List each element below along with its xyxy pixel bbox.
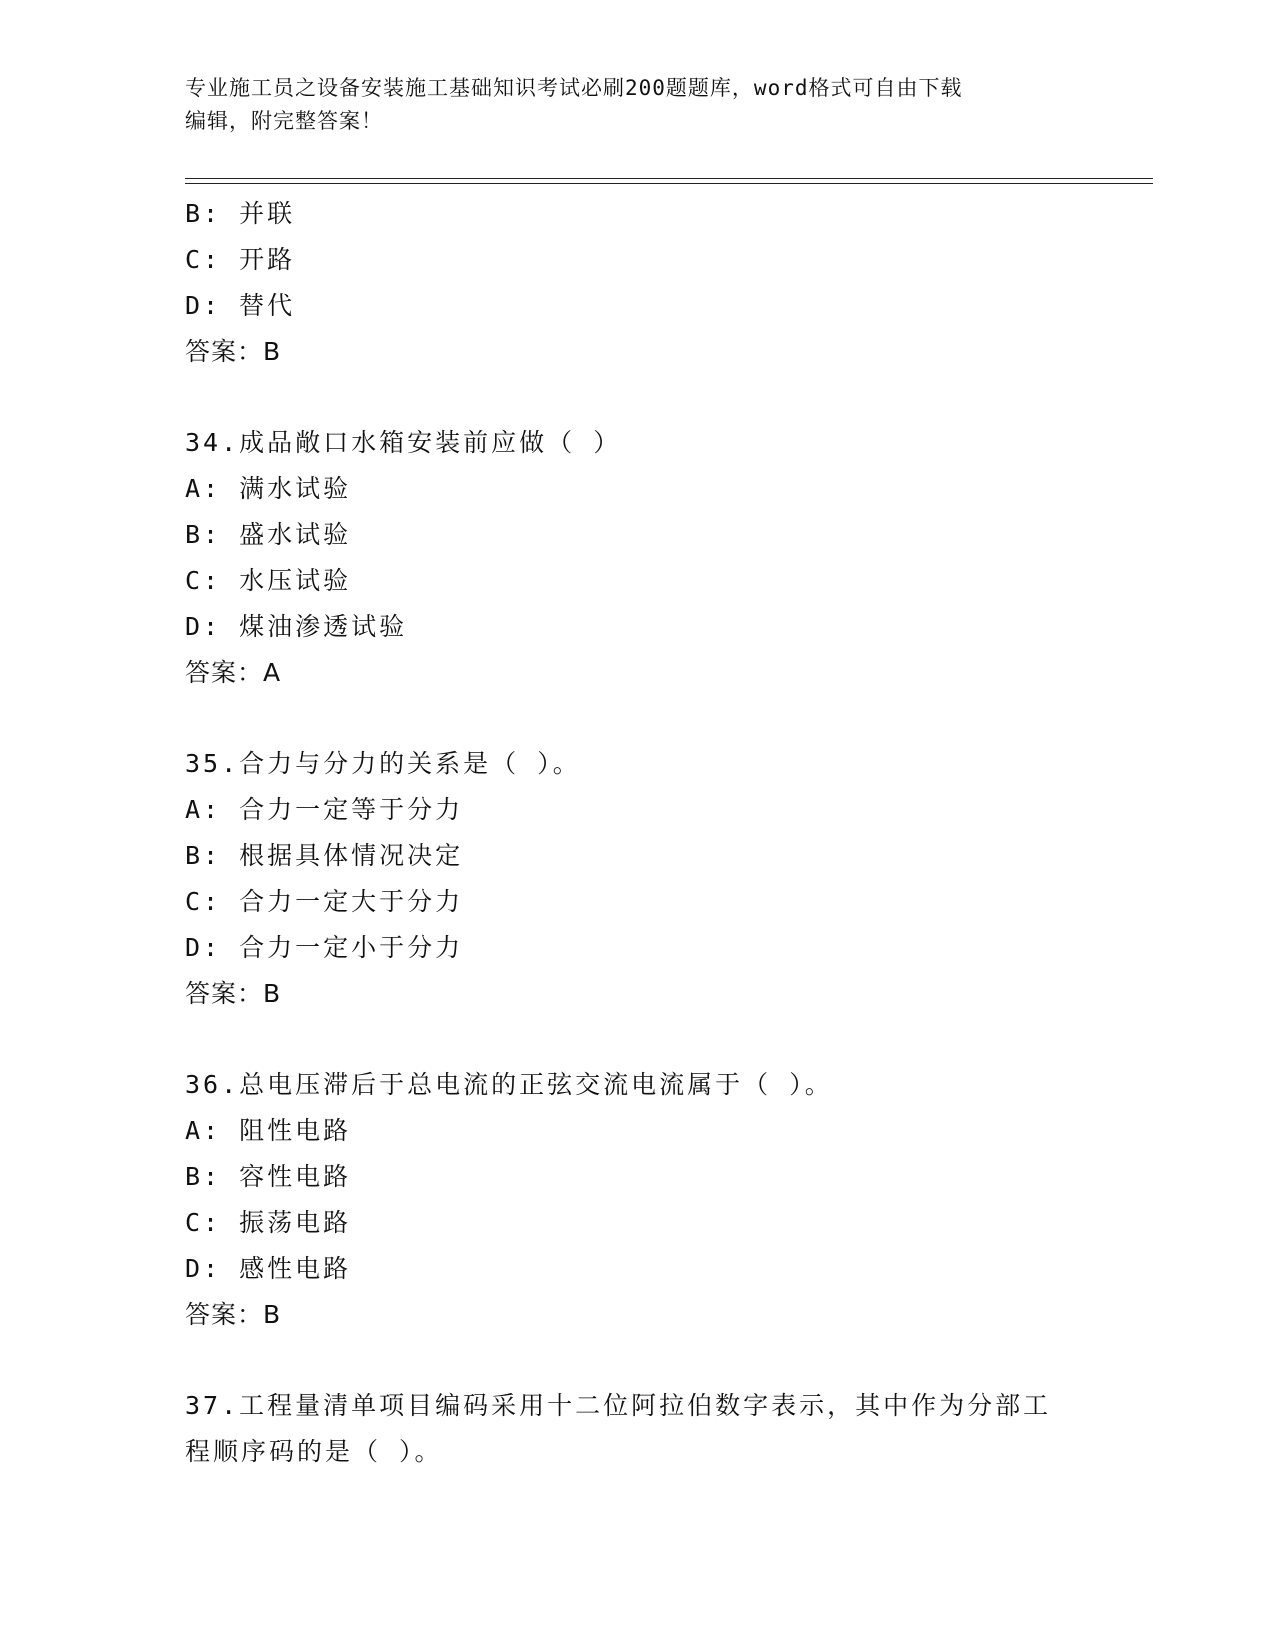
question-stem: 36.总电压滞后于总电流的正弦交流电流属于（ ）。 — [185, 1070, 833, 1099]
spacer — [185, 1338, 1085, 1383]
answer-line: 答案：B — [185, 1300, 282, 1329]
document-header — [185, 72, 1085, 138]
header-title-line-2: 编辑，附完整答案！ — [185, 109, 383, 133]
question-37 — [185, 1383, 1085, 1475]
option-b: B: 根据具体情况决定 — [185, 841, 464, 870]
option-a: A: 阻性电路 — [185, 1116, 352, 1145]
option-d: D: 煤油渗透试验 — [185, 612, 408, 641]
answer-line: 答案：B — [185, 337, 282, 366]
question-stem-line-1: 37.工程量清单项目编码采用十二位阿拉伯数字表示，其中作为分部工 — [185, 1391, 1052, 1420]
question-stem: 35.合力与分力的关系是（ ）。 — [185, 749, 581, 778]
question-list — [185, 191, 1085, 1475]
option-a: A: 合力一定等于分力 — [185, 795, 464, 824]
header-divider-top — [185, 178, 1153, 179]
spacer — [185, 1017, 1085, 1062]
option-c: C: 合力一定大于分力 — [185, 887, 464, 916]
question-stem-line-2: 程顺序码的是（ ）。 — [185, 1437, 443, 1466]
question-34 — [185, 420, 1085, 696]
spacer — [185, 696, 1085, 741]
answer-line: 答案：A — [185, 658, 282, 687]
question-36 — [185, 1062, 1085, 1338]
header-title-line-1: 专业施工员之设备安装施工基础知识考试必刷200题题库，word格式可自由下载 — [185, 76, 963, 100]
option-b: B: 盛水试验 — [185, 520, 352, 549]
option-c: C: 开路 — [185, 245, 296, 274]
option-d: D: 感性电路 — [185, 1254, 352, 1283]
header-divider-bottom — [185, 183, 1153, 184]
answer-line: 答案：B — [185, 979, 282, 1008]
option-a: A: 满水试验 — [185, 474, 352, 503]
question-stem: 34.成品敞口水箱安装前应做（ ） — [185, 428, 622, 457]
option-c: C: 水压试验 — [185, 566, 352, 595]
question-33-continued — [185, 191, 1085, 375]
spacer — [185, 375, 1085, 420]
question-35 — [185, 741, 1085, 1017]
option-b: B: 并联 — [185, 199, 296, 228]
option-d: D: 替代 — [185, 291, 296, 320]
option-b: B: 容性电路 — [185, 1162, 352, 1191]
option-c: C: 振荡电路 — [185, 1208, 352, 1237]
option-d: D: 合力一定小于分力 — [185, 933, 464, 962]
